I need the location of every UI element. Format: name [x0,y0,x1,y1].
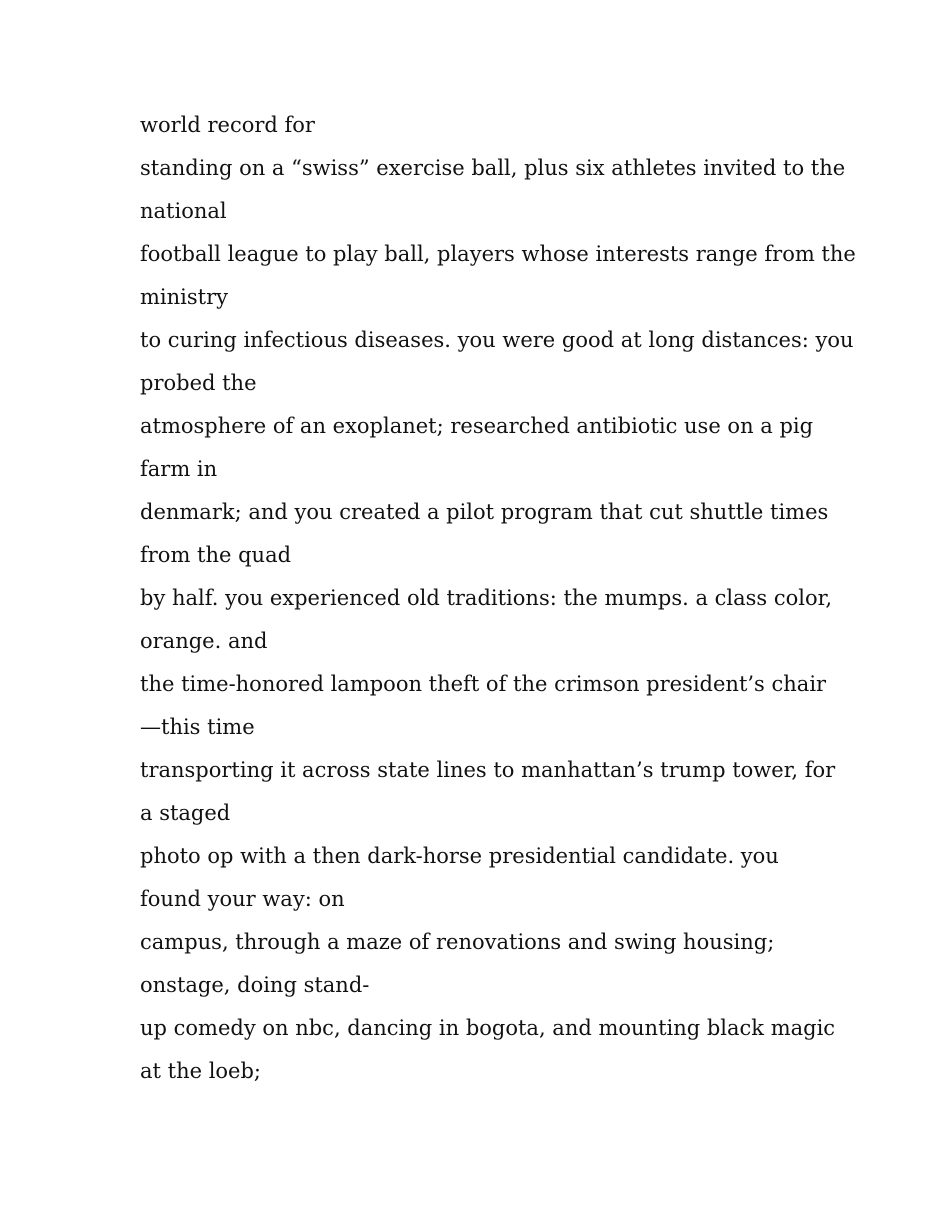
text-line: at the loeb; [140,1059,262,1083]
text-line: from the quad [140,543,292,567]
text-line: farm in [140,457,218,481]
text-line: standing on a “swiss” exercise ball, plus six athletes invited to the [140,156,846,180]
text-line: by half. you experienced old traditions: the mumps. a class color, [140,586,833,610]
text-line: up comedy on nbc, dancing in bogota, and mounting black magic [140,1016,836,1040]
text-line: world record for [140,113,315,137]
text-line: onstage, doing stand- [140,973,370,997]
text-line: to curing infectious diseases. you were good at long distances: you [140,328,854,352]
text-line: transporting it across state lines to manhattan’s trump tower, for [140,758,836,782]
text-line: probed the [140,371,257,395]
text-line: the time-honored lampoon theft of the crimson president’s chair [140,672,827,696]
text-line: a staged [140,801,231,825]
text-line: orange. and [140,629,268,653]
body-text [140,104,856,1093]
text-line: found your way: on [140,887,345,911]
text-line: atmosphere of an exoplanet; researched antibiotic use on a pig [140,414,814,438]
text-line: photo op with a then dark-horse presidential candidate. you [140,844,779,868]
text-line: denmark; and you created a pilot program that cut shuttle times [140,500,829,524]
text-line: —this time [140,715,255,739]
text-line: football league to play ball, players whose interests range from the [140,242,856,266]
text-line: campus, through a maze of renovations and swing housing; [140,930,775,954]
text-line: national [140,199,227,223]
text-line: ministry [140,285,228,309]
